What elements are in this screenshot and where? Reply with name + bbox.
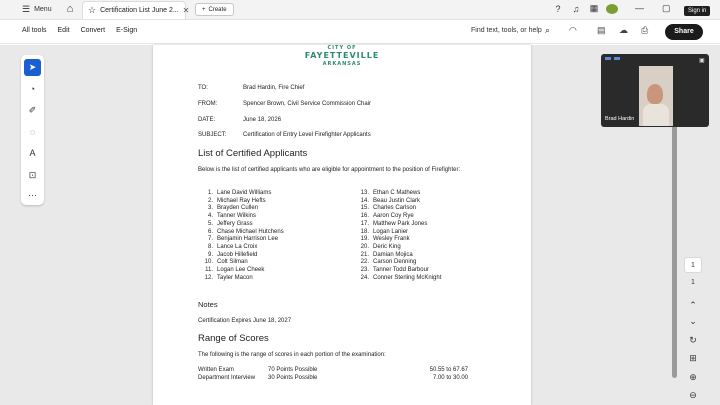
city-logo-top: CITY OF [327, 45, 357, 51]
print-icon[interactable]: ⎙ [641, 25, 649, 35]
applicant-list-item [359, 236, 441, 244]
applicant-name: Chase Michael Hutchens [217, 228, 284, 235]
applicant-name: Jacob Hillefield [217, 251, 258, 258]
create-label: Create [208, 6, 227, 13]
plus-icon: + [202, 6, 206, 13]
applicant-name: Conner Sterling McKnight [373, 274, 442, 281]
applicant-list-item [359, 252, 441, 260]
menu-button[interactable] [22, 4, 52, 15]
applicant-list-item [203, 244, 284, 252]
applicant-name: Tanner Wilkins [217, 213, 257, 220]
applicant-name: Charles Carlson [373, 205, 417, 212]
headphones-icon[interactable]: ◠ [569, 25, 577, 35]
applicant-number: 9. [207, 251, 213, 258]
applicant-number: 11. [205, 267, 213, 274]
toolbar-menu-item[interactable]: Convert [80, 27, 106, 34]
applicant-list-item [203, 275, 284, 283]
applicant-list-item [203, 198, 284, 206]
applicant-number: 21. [360, 251, 369, 258]
video-call-overlay[interactable] [601, 54, 709, 127]
applicant-name: Tayler Macon [217, 274, 253, 281]
applicant-number: 20. [360, 243, 369, 250]
toolbar-menu-item[interactable]: All tools [22, 27, 47, 34]
toolbar-menu-item[interactable]: Edit [57, 27, 70, 34]
applicant-name: Damian Mojica [373, 251, 413, 258]
applicant-name: Brayden Cullen [217, 205, 259, 212]
applicant-list-item [359, 275, 441, 283]
applicant-number: 4. [207, 213, 213, 220]
stamp-tool-icon[interactable]: ⊡ [28, 170, 37, 180]
applicant-number: 18. [360, 228, 369, 235]
applicant-number: 8. [207, 243, 213, 250]
applicant-number: 13. [360, 190, 369, 196]
applicant-number: 23. [360, 267, 369, 274]
star-icon[interactable]: ☆ [88, 5, 97, 15]
current-page-field[interactable]: 1 [684, 257, 702, 273]
help-icon[interactable]: ? [555, 3, 561, 14]
home-icon[interactable]: ⌂ [66, 3, 74, 15]
applicant-name: Ethan C Mathews [373, 190, 421, 196]
zoom-in-icon[interactable]: ⊕ [689, 372, 697, 382]
fit-page-icon[interactable]: ⊞ [689, 353, 697, 363]
applicant-list-item [359, 190, 441, 198]
menu-label: Menu [34, 6, 52, 13]
applicant-number: 17. [360, 220, 369, 227]
profile-avatar[interactable] [606, 4, 618, 14]
applicant-name: Carson Denning [373, 259, 417, 266]
hamburger-icon: ☰ [22, 4, 31, 14]
draw-tool-icon[interactable]: ◌ [29, 127, 36, 137]
applicant-name: Benjamin Harrison Lee [217, 236, 279, 243]
chevron-up-icon[interactable]: ⌃ [689, 300, 697, 310]
applicant-name: Logan Lee Cheek [217, 267, 265, 274]
applicant-name: Lance La Croix [217, 243, 258, 250]
left-tool-rail [21, 55, 44, 205]
title-bar [0, 0, 720, 20]
applicant-number: 6. [207, 228, 213, 235]
notes-text: Certification Expires June 18, 2027 [198, 318, 292, 324]
share-button[interactable]: Share [665, 24, 703, 40]
select-tool-icon[interactable]: ➤ [24, 59, 41, 76]
applicant-list-item [203, 190, 284, 198]
more-tools-icon[interactable]: ⋯ [28, 190, 37, 200]
applicant-name: Aaron Coy Rye [373, 213, 414, 220]
applicant-name: Deric King [373, 243, 401, 250]
applicant-number: 16. [360, 213, 369, 220]
participant-video [639, 66, 673, 126]
city-logo-name: FAYETTEVILLE [304, 51, 380, 60]
applicant-name: Michael Ray Hefts [217, 197, 266, 204]
applicant-number: 7. [207, 236, 213, 243]
applicant-list-item [203, 229, 284, 237]
intro-text: Below is the list of certified applicants who are eligible for appointment to the position of Firefighter: [198, 167, 461, 173]
applicant-name: Logan Lanier [373, 228, 409, 235]
applicant-number: 2. [207, 197, 213, 204]
applicant-name: Jeffery Grass [217, 220, 253, 227]
participant-head [647, 84, 663, 104]
save-icon[interactable]: ▤ [597, 25, 606, 35]
applicant-list-left [203, 190, 284, 282]
upload-cloud-icon[interactable]: ☁ [619, 25, 628, 35]
toolbar-menu-item[interactable]: E-Sign [116, 27, 138, 34]
document-tab[interactable] [82, 1, 190, 19]
notes-heading: Notes [198, 300, 218, 309]
applicant-list-item [359, 205, 441, 213]
applicant-list-item [359, 259, 441, 267]
maximize-icon[interactable]: ▢ [662, 3, 671, 13]
heading-range-of-scores: Range of Scores [198, 333, 269, 344]
applicant-number: 5. [207, 220, 213, 227]
applicant-list-item [359, 244, 441, 252]
pdf-page: CITY OF FAYETTEVILLE ARKANSAS TO: Brad Hardin, Fire Chief FROM: Spencer Brown, Civil Service Commission Chair DATE: June 18, 2026 SUBJECT: Certification of Entry Level Firefighter Applicants List of Certified Applicants Below is the list of certified applicants who are eligible for appointment to the position of Firefighter: 1. Lane David Williams 2. Michael Ray Hefts 3. Brayden Cullen 4. Tanner Wilkins 5. Jeffery Grass 6. Chase Michael Hutchens 7. Benjamin Harrison Lee 8. Lance La Croix 9. Jacob Hillefield 10. Colt Silman 11. Logan Lee Cheek 12. Tayler Macon 13. Ethan C Mathews 14. Beau Justin Clark 15. Charles Carlson 16. Aaron Coy Rye 17. Matthew Park Jones 18. Logan Lanier 19. Wesley Frank 20. Deric King 21. Damian Mojica 22. Carson Denning 23. Tanner Todd Barbour 24. Conner Sterling McKnight Notes Certification Expires June 18, 2027 Range of Scores The following is the range of scores in each portion of the examination: Written Exam 70 Points Possible 50.55 to 67.67 Department Interview 30 Points Possible 7.00 to 30.00 [153, 45, 531, 405]
applicant-list-item [203, 252, 284, 260]
scores-intro: The following is the range of scores in each portion of the examination: [198, 352, 386, 358]
applicant-list-item [203, 213, 284, 221]
city-logo-state: ARKANSAS [322, 61, 362, 67]
applicant-number: 22. [360, 259, 369, 266]
tab-title: Certification List June 2... [100, 7, 179, 14]
total-pages: 1 [691, 279, 695, 286]
applicant-list-right [359, 190, 441, 282]
apps-grid-icon[interactable]: ▦ [589, 3, 599, 13]
applicant-name: Beau Justin Clark [373, 197, 421, 204]
applicant-list-item [203, 236, 284, 244]
applicant-number: 1. [207, 190, 213, 196]
heading-certified-applicants: List of Certified Applicants [198, 148, 308, 159]
score-row-interview: Department Interview 30 Points Possible 7.00 to 30.00 [198, 375, 468, 381]
search-icon[interactable]: ⌕ [545, 25, 551, 35]
applicant-number: 15. [360, 205, 369, 212]
expand-video-icon[interactable]: ▣ [699, 58, 705, 64]
participant-name: Brad Hardin [605, 116, 635, 122]
applicant-name: Wesley Frank [373, 236, 410, 243]
applicant-list-item [359, 229, 441, 237]
sign-in-tooltip: Sign in [684, 6, 710, 16]
close-tab-icon[interactable]: ✕ [182, 6, 190, 15]
applicant-number: 24. [360, 274, 369, 281]
zoom-out-icon[interactable]: ⊖ [689, 390, 697, 400]
chevron-down-icon[interactable]: ⌄ [689, 316, 697, 326]
score-row-written: Written Exam 70 Points Possible 50.55 to 67.67 [198, 367, 468, 373]
applicant-list-item [203, 205, 284, 213]
applicant-number: 19. [360, 236, 369, 243]
applicant-list-item [359, 213, 441, 221]
applicant-name: Lane David Williams [217, 190, 272, 196]
minimize-icon[interactable]: — [635, 3, 644, 13]
applicant-number: 10. [204, 259, 213, 266]
video-status-indicators [605, 57, 620, 60]
applicant-number: 14. [360, 197, 369, 204]
applicant-name: Colt Silman [217, 259, 248, 266]
participant-body [643, 104, 669, 126]
toolbar-menu [22, 27, 137, 34]
applicant-name: Tanner Todd Barbour [373, 267, 429, 274]
applicant-list-item [359, 198, 441, 206]
create-button[interactable] [195, 3, 234, 16]
applicant-number: 12. [204, 274, 213, 281]
applicant-list-item [203, 221, 284, 229]
refresh-icon[interactable]: ↻ [689, 335, 697, 345]
applicant-name: Matthew Park Jones [373, 220, 428, 227]
comment-tool-icon[interactable]: ◔ [29, 84, 36, 94]
applicant-list-item [203, 267, 284, 275]
applicant-list-item [203, 259, 284, 267]
applicant-list-item [359, 267, 441, 275]
find-text-input[interactable]: Find text, tools, or help [471, 27, 542, 34]
applicant-number: 3. [207, 205, 213, 212]
highlight-tool-icon[interactable]: ✐ [28, 105, 37, 115]
applicant-list-item [359, 221, 441, 229]
text-tool-icon[interactable]: A [29, 148, 36, 158]
notification-bell-icon[interactable]: ♫ [572, 3, 580, 14]
main-toolbar [0, 20, 720, 44]
